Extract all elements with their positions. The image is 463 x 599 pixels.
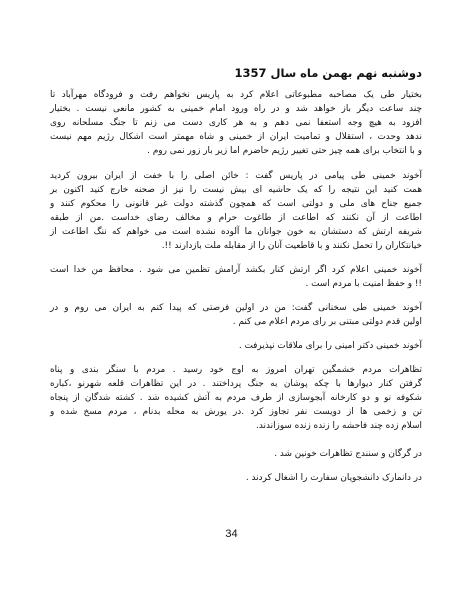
text-line: و با انتخاب برای همه چیز حتی تغییر رژیم حاضرم اما زیر بار زور نمی روم . <box>147 146 422 157</box>
paragraph-army-statement <box>50 263 422 291</box>
text-line: افزود به هیچ وجه استعفا نمی دهم و به هر کاری دست می زنم تا جنگ مسلحانه روی <box>50 118 422 129</box>
paragraph-bakhtiar-interview <box>50 88 422 158</box>
page-title: دوشنبه نهم بهمن ماه سال 1357 <box>234 66 422 80</box>
paragraph-khomeini-return <box>50 301 422 329</box>
text-line: اولین قدم دولتی مبتنی بر رای مردم اعلام می کنم . <box>232 317 422 328</box>
text-line: آخوند خمینی دکتر امینی را برای ملاقات نپذیرفت . <box>238 341 422 351</box>
paragraph-tehran-protests <box>50 363 422 433</box>
text-line: !! و حفظ امنیت با مردم است . <box>305 279 422 290</box>
text-line: تن و زخمی ها از دویست نفر تجاوز کرد .در یورش به محله بدنام ، مردم مسخ شده و <box>50 407 422 418</box>
text-line: اسلام زده چند فاحشه را زنده زنده سوزاندند. <box>256 421 422 432</box>
text-line: بختیار طی یک مصاحبه مطبوعاتی اعلام کرد به پاریس نخواهم رفت و فرودگاه مهرآباد تا <box>50 90 422 100</box>
text-line: در گرگان و سنندج تظاهرات خونین شد . <box>274 449 422 459</box>
text-line: شریفه ارتش که دستشان به خون جوانان ما آلوده نشده است می خواهم که ننگ اطاعت از <box>50 227 422 238</box>
text-line: جمیع جناح های ملی و دولتی است که همچون گذشته دولت غیر قانونی را محکوم کنند و <box>50 199 422 210</box>
paragraph-denmark-embassy <box>50 471 422 485</box>
paragraph-khomeini-message <box>50 169 422 254</box>
text-line: آخوند خمینی اعلام کرد اگر ارتش کنار بکشد آرامش تظمین می شود . محافظ من خدا است <box>50 265 422 275</box>
text-line: همت کنید این نتیجه را که یک حاشیه ای بیش نیست را نیز از صحنه خارج کنید اکنون بر <box>50 185 422 196</box>
text-line: آخوند خمینی طی سخنانی گفت: من در اولین فرصتی که پیدا کنم به ایران می روم و در <box>50 303 422 313</box>
text-line: اطاعت از آن نکنند که اطاعت از طاغوت حرام و مخالف رضای خداست .من از طبقه <box>50 213 422 224</box>
paragraph-gorgan-sanandaj <box>50 447 422 461</box>
text-line: در دانمارک دانشجویان سفارت را اشغال کردند . <box>245 473 422 483</box>
text-line: چند ساعت دیگر باز خواهد شد و در راه ورود امام خمینی به کشور مانعی نیست . بختیار <box>50 104 422 115</box>
paragraph-amini-meeting <box>50 339 422 353</box>
text-line: گرفتن کنار دیوارها با چکه پوشان به جنگ پرداختند . در این تظاهرات قلعه شهرنو ،کباره <box>50 379 422 390</box>
text-line: ندهد وحدت ، استقلال و تمامیت ایران از خمینی و شاه مهمتر است اشکال رژیم مهم نیست <box>50 132 422 143</box>
text-line: خیانتکاران را تحمل نکنند و با قاطعیت آنان را از مقابله ملت بازدارند !!. <box>161 241 422 252</box>
page-number: 34 <box>225 528 238 540</box>
text-line: آخوند خمینی طی پیامی در پاریس گفت : خائن اصلی را با خفت از ایران بیرون کردید <box>50 171 422 181</box>
text-line: تظاهرات مردم خشمگین تهران امروز به اوج خود رسید . مردم با سنگر بندی و پناه <box>50 365 422 375</box>
text-line: شکوفه نو و دو کارخانه آبجوسازی از طرف مردم به آتش کشیده شد . کشته شدگان از پنجاه <box>50 393 422 404</box>
